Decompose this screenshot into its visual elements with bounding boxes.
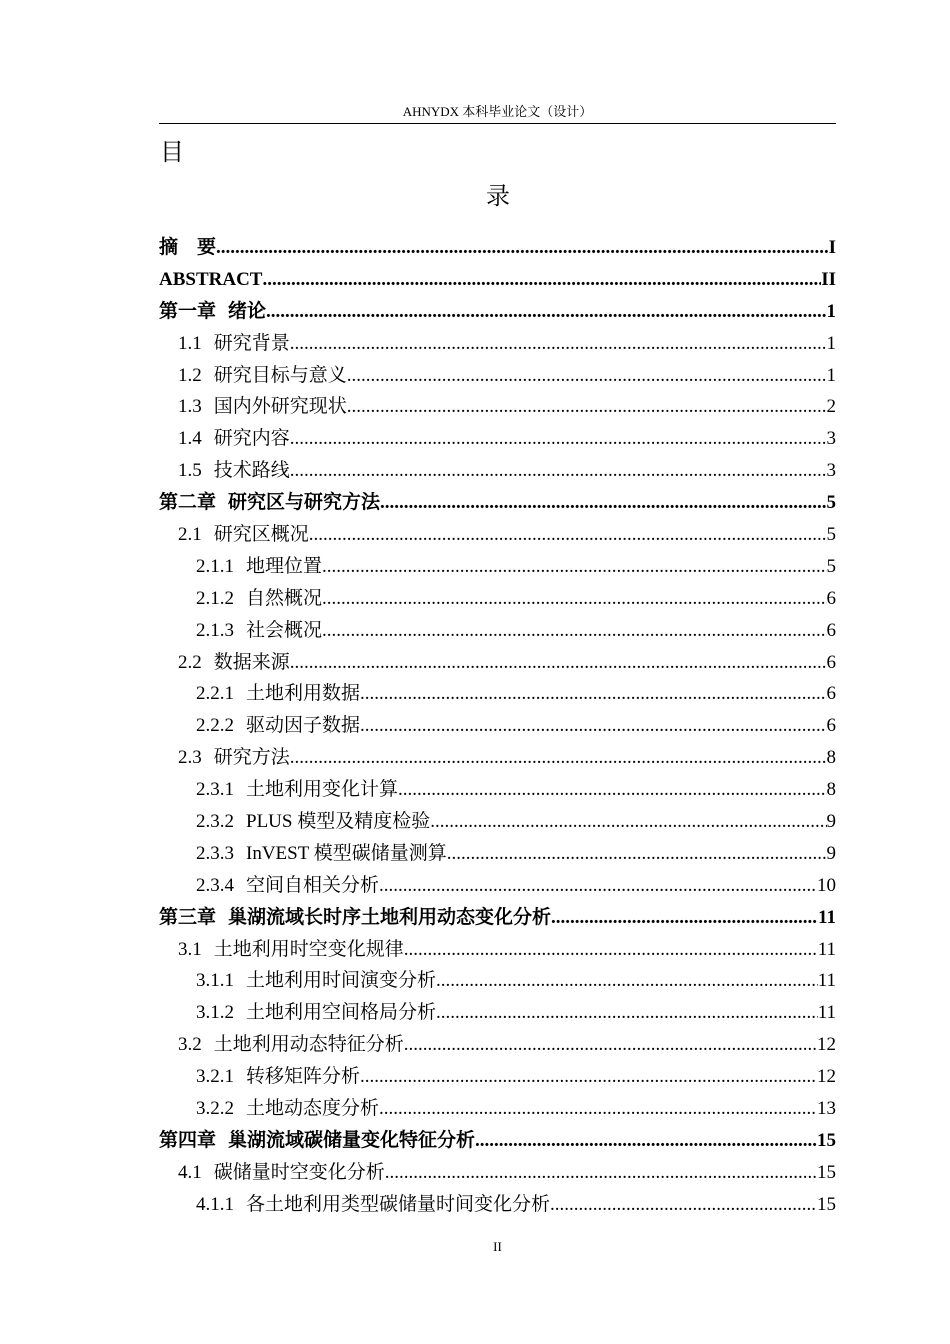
toc-dot-leader xyxy=(262,264,821,296)
toc-entry-number: 第三章 xyxy=(159,906,217,928)
toc-entry-number: 1.2 xyxy=(178,364,202,386)
toc-entry-page: 8 xyxy=(826,779,836,801)
toc-entry[interactable] xyxy=(159,1029,836,1061)
toc-entry-title: 土地利用数据 xyxy=(246,683,361,705)
toc-entry-page: 1 xyxy=(826,364,836,386)
toc-entry-number: 2.1 xyxy=(178,524,202,546)
toc-entry[interactable] xyxy=(159,965,836,997)
toc-entry-number: 第一章 xyxy=(159,300,217,322)
toc-entry-title: 土地利用时空变化规律 xyxy=(213,938,404,960)
toc-entry[interactable] xyxy=(159,360,836,392)
toc-dot-leader xyxy=(347,360,827,392)
toc-entry-page: 6 xyxy=(826,683,836,705)
toc-entry[interactable] xyxy=(159,1157,836,1189)
toc-entry-page: 5 xyxy=(826,492,836,514)
toc-entry[interactable] xyxy=(159,678,836,710)
toc-entry-number: 1.5 xyxy=(178,460,202,482)
toc-entry-page: I xyxy=(828,237,836,258)
toc-entry[interactable] xyxy=(159,455,836,487)
toc-dot-leader xyxy=(379,1093,817,1125)
toc-entry[interactable] xyxy=(159,1061,836,1093)
toc-dot-leader xyxy=(360,678,826,710)
toc-dot-leader xyxy=(347,391,827,423)
toc-dot-leader xyxy=(430,806,826,838)
toc-dot-leader xyxy=(290,423,827,455)
toc-entry-page: 12 xyxy=(817,1034,836,1056)
toc-entry-number: 3.2.2 xyxy=(196,1098,234,1120)
toc-entry-number: 2.2.2 xyxy=(196,715,234,737)
toc-entry-title: ABSTRACT xyxy=(159,268,263,290)
toc-entry[interactable] xyxy=(159,487,836,519)
toc-entry-page: 9 xyxy=(826,811,836,833)
toc-entry-number: 2.1.3 xyxy=(196,619,234,641)
toc-entry[interactable] xyxy=(159,902,836,934)
toc-dot-leader xyxy=(290,742,827,774)
toc-entry-number: 3.1.1 xyxy=(196,970,234,992)
toc-entry-title: PLUS 模型及精度检验 xyxy=(246,811,431,833)
toc-entry-page: 10 xyxy=(817,874,836,896)
toc-entry[interactable] xyxy=(159,1125,836,1157)
toc-entry[interactable] xyxy=(159,551,836,583)
toc-entry-title: 研究区与研究方法 xyxy=(228,492,381,514)
toc-entry-page: 9 xyxy=(826,842,836,864)
toc-dot-leader xyxy=(290,328,827,360)
toc-entry[interactable] xyxy=(159,647,836,679)
toc-dot-leader xyxy=(322,583,826,615)
toc-entry[interactable] xyxy=(159,264,836,296)
toc-entry-number: 2.2 xyxy=(178,651,202,673)
toc-dot-leader xyxy=(290,647,827,679)
toc-entry-page: 15 xyxy=(817,1129,836,1151)
toc-entry[interactable] xyxy=(159,1189,836,1221)
toc-entry-page: 11 xyxy=(818,906,836,928)
toc-entry-page: 2 xyxy=(826,396,836,418)
toc-entry[interactable] xyxy=(159,838,836,870)
toc-dot-leader xyxy=(360,1061,817,1093)
toc-entry-number: 2.2.1 xyxy=(196,683,234,705)
toc-dot-leader xyxy=(266,296,826,328)
toc-entry[interactable] xyxy=(159,710,836,742)
toc-entry-page: 6 xyxy=(826,619,836,641)
toc-dot-leader xyxy=(322,551,826,583)
toc-entry-title: 研究方法 xyxy=(213,747,290,769)
toc-entry-title: 研究背景 xyxy=(213,332,290,354)
toc-entry-title: 社会概况 xyxy=(246,619,323,641)
toc-entry[interactable] xyxy=(159,615,836,647)
toc-entry-page: 6 xyxy=(826,715,836,737)
toc-entry-number: 2.3.2 xyxy=(196,811,234,833)
toc-entry-page: 11 xyxy=(817,938,836,960)
page-header: AHNYDX 本科毕业论文（设计） xyxy=(402,104,593,119)
toc-entry-number: 3.1.2 xyxy=(196,1002,234,1024)
toc-entry-number: 2.3 xyxy=(178,747,202,769)
toc-dot-leader xyxy=(551,902,818,934)
toc-entry[interactable] xyxy=(159,774,836,806)
toc-entry[interactable] xyxy=(159,391,836,423)
toc-entry-page: 12 xyxy=(817,1066,836,1088)
toc-entry-number: 3.2.1 xyxy=(196,1066,234,1088)
toc-entry-number: 2.1.1 xyxy=(196,555,234,577)
toc-entry-title: 驱动因子数据 xyxy=(246,715,361,737)
toc-dot-leader xyxy=(322,615,826,647)
toc-dot-leader xyxy=(380,487,826,519)
toc-entry-title: 土地动态度分析 xyxy=(246,1098,380,1120)
toc-entry[interactable] xyxy=(159,997,836,1029)
toc-dot-leader xyxy=(379,870,817,902)
toc-entry-title: 绪论 xyxy=(228,300,267,322)
toc-entry[interactable] xyxy=(159,583,836,615)
toc-entry-page: 11 xyxy=(817,1002,836,1024)
toc-dot-leader xyxy=(360,710,826,742)
header-rule xyxy=(159,123,836,124)
toc-entry-page: 1 xyxy=(826,332,836,354)
toc-entry-page: 15 xyxy=(817,1161,836,1183)
toc-title-part-1: 目 xyxy=(160,138,184,166)
toc-entry-page: 15 xyxy=(817,1193,836,1215)
toc-entry-number: 3.2 xyxy=(178,1034,202,1056)
toc-entry-page: 13 xyxy=(817,1098,836,1120)
toc-entry-title: 研究内容 xyxy=(213,428,290,450)
toc-entry-number: 2.3.4 xyxy=(196,874,234,896)
toc-dot-leader xyxy=(436,997,818,1029)
toc-entry-page: 3 xyxy=(826,460,836,482)
toc-entry[interactable] xyxy=(159,519,836,551)
toc-entry-number: 2.3.1 xyxy=(196,779,234,801)
toc-entry-title: 土地利用动态特征分析 xyxy=(213,1034,404,1056)
toc-entry[interactable] xyxy=(159,328,836,360)
toc-entry-number: 4.1.1 xyxy=(196,1193,234,1215)
toc-entry-number: 第二章 xyxy=(159,492,217,514)
toc-entry[interactable] xyxy=(159,232,836,264)
toc-entry-title: 技术路线 xyxy=(213,460,290,482)
toc-entry-number: 1.1 xyxy=(178,332,202,354)
toc-entry-number: 4.1 xyxy=(178,1161,202,1183)
toc-entry[interactable] xyxy=(159,742,836,774)
toc-entry-title: 国内外研究现状 xyxy=(213,396,347,418)
toc-entry[interactable] xyxy=(159,296,836,328)
table-of-contents xyxy=(159,232,836,1221)
toc-entry-number: 3.1 xyxy=(178,938,202,960)
toc-entry-title: 摘 要 xyxy=(159,237,217,258)
toc-dot-leader xyxy=(404,934,818,966)
toc-title-part-2: 录 xyxy=(486,182,510,210)
toc-entry-number: 2.1.2 xyxy=(196,587,234,609)
toc-dot-leader xyxy=(290,455,827,487)
toc-dot-leader xyxy=(436,965,818,997)
toc-entry-title: 研究目标与意义 xyxy=(213,364,347,386)
toc-entry-title: 土地利用时间演变分析 xyxy=(246,970,437,992)
toc-entry-page: 3 xyxy=(826,428,836,450)
toc-entry[interactable] xyxy=(159,1093,836,1125)
toc-entry-title: 碳储量时空变化分析 xyxy=(213,1161,385,1183)
toc-entry-page: 5 xyxy=(826,555,836,577)
toc-entry-page: 6 xyxy=(826,587,836,609)
toc-entry-title: 土地利用变化计算 xyxy=(246,779,399,801)
toc-entry[interactable] xyxy=(159,934,836,966)
toc-dot-leader xyxy=(404,1029,817,1061)
toc-dot-leader xyxy=(385,1157,817,1189)
toc-entry-title: 巢湖流域长时序土地利用动态变化分析 xyxy=(228,906,552,928)
toc-dot-leader xyxy=(447,838,827,870)
toc-entry-number: 1.3 xyxy=(178,396,202,418)
toc-entry-page: 8 xyxy=(826,747,836,769)
toc-entry[interactable] xyxy=(159,423,836,455)
toc-entry-page: II xyxy=(821,268,836,290)
toc-entry-page: 5 xyxy=(826,524,836,546)
toc-entry-number: 2.3.3 xyxy=(196,842,234,864)
toc-entry-title: 各土地利用类型碳储量时间变化分析 xyxy=(246,1193,551,1215)
toc-entry-title: 地理位置 xyxy=(246,555,323,577)
toc-entry-title: 巢湖流域碳储量变化特征分析 xyxy=(228,1129,476,1151)
toc-entry-title: InVEST 模型碳储量测算 xyxy=(246,842,447,864)
toc-entry-title: 研究区概况 xyxy=(213,524,309,546)
page-number-footer: II xyxy=(493,1239,502,1254)
toc-entry[interactable] xyxy=(159,806,836,838)
toc-dot-leader xyxy=(550,1189,817,1221)
toc-dot-leader xyxy=(309,519,827,551)
toc-entry[interactable] xyxy=(159,870,836,902)
toc-entry-page: 6 xyxy=(826,651,836,673)
toc-dot-leader xyxy=(398,774,826,806)
toc-entry-title: 数据来源 xyxy=(213,651,290,673)
toc-entry-page: 1 xyxy=(826,300,836,322)
toc-entry-title: 转移矩阵分析 xyxy=(246,1066,361,1088)
toc-entry-title: 土地利用空间格局分析 xyxy=(246,1002,437,1024)
toc-dot-leader xyxy=(216,232,829,264)
toc-entry-title: 空间自相关分析 xyxy=(246,874,380,896)
toc-entry-number: 第四章 xyxy=(159,1129,217,1151)
toc-entry-number: 1.4 xyxy=(178,428,202,450)
toc-entry-page: 11 xyxy=(817,970,836,992)
toc-entry-title: 自然概况 xyxy=(246,587,323,609)
toc-dot-leader xyxy=(475,1125,817,1157)
